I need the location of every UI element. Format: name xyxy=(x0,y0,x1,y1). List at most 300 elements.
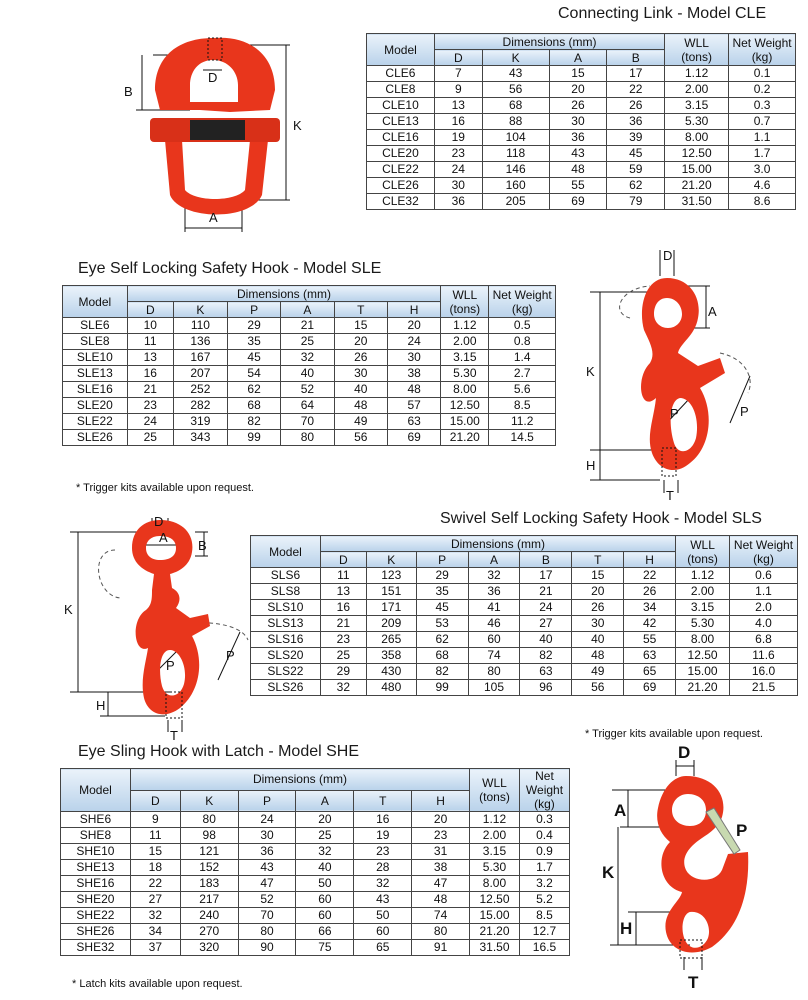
she-title: Eye Sling Hook with Latch - Model SHE xyxy=(78,743,360,760)
value-cell: 21 xyxy=(320,616,366,632)
value-cell: 47 xyxy=(412,876,470,892)
col-model: Model xyxy=(251,536,321,568)
col-a: A xyxy=(549,50,607,66)
value-cell: 47 xyxy=(238,876,296,892)
she-label-p: P xyxy=(736,821,748,840)
sls-note: * Trigger kits available upon request. xyxy=(585,728,763,740)
value-cell: 21 xyxy=(127,382,173,398)
value-cell: 16 xyxy=(320,600,366,616)
value-cell: 15 xyxy=(549,66,607,82)
she-label-d: D xyxy=(678,743,691,762)
value-cell: 43 xyxy=(354,892,412,908)
col-net-weight: Net Weight (kg) xyxy=(729,34,796,66)
sls-label-p-inner: P xyxy=(166,658,175,673)
value-cell: 23 xyxy=(354,844,412,860)
sls-table xyxy=(250,535,798,696)
value-cell: 11.6 xyxy=(730,648,798,664)
value-cell: 80 xyxy=(238,924,296,940)
value-cell: 6.8 xyxy=(730,632,798,648)
sle-label-t: T xyxy=(666,488,674,500)
value-cell: 32 xyxy=(281,350,334,366)
value-cell: 7 xyxy=(434,66,482,82)
value-cell: 43 xyxy=(238,860,296,876)
value-cell: 53 xyxy=(416,616,468,632)
value-cell: 96 xyxy=(520,680,572,696)
value-cell: 91 xyxy=(412,940,470,956)
value-cell: 63 xyxy=(624,648,676,664)
model-cell: SLE13 xyxy=(63,366,128,382)
value-cell: 1.12 xyxy=(470,812,520,828)
value-cell: 26 xyxy=(624,584,676,600)
sle-label-a: A xyxy=(708,304,717,319)
value-cell: 24 xyxy=(238,812,296,828)
model-cell: SLS6 xyxy=(251,568,321,584)
value-cell: 282 xyxy=(173,398,227,414)
value-cell: 8.00 xyxy=(676,632,730,648)
connecting-link-illustration xyxy=(110,30,310,235)
value-cell: 13 xyxy=(127,350,173,366)
value-cell: 11 xyxy=(127,334,173,350)
col-h: H xyxy=(412,790,470,812)
model-cell: CLE16 xyxy=(367,130,435,146)
value-cell: 55 xyxy=(549,178,607,194)
value-cell: 18 xyxy=(130,860,180,876)
value-cell: 45 xyxy=(416,600,468,616)
she-label-k: K xyxy=(602,863,615,882)
value-cell: 40 xyxy=(296,860,354,876)
value-cell: 252 xyxy=(173,382,227,398)
value-cell: 68 xyxy=(227,398,280,414)
value-cell: 13 xyxy=(320,584,366,600)
value-cell: 16 xyxy=(434,114,482,130)
value-cell: 207 xyxy=(173,366,227,382)
value-cell: 15 xyxy=(130,844,180,860)
value-cell: 3.15 xyxy=(665,98,729,114)
model-cell: SLS20 xyxy=(251,648,321,664)
value-cell: 5.30 xyxy=(470,860,520,876)
value-cell: 21.20 xyxy=(470,924,520,940)
value-cell: 30 xyxy=(572,616,624,632)
col-d: D xyxy=(127,302,173,318)
value-cell: 37 xyxy=(130,940,180,956)
value-cell: 38 xyxy=(387,366,440,382)
model-cell: CLE13 xyxy=(367,114,435,130)
value-cell: 40 xyxy=(520,632,572,648)
col-b: B xyxy=(607,50,665,66)
value-cell: 30 xyxy=(387,350,440,366)
value-cell: 19 xyxy=(354,828,412,844)
swivel-self-locking-hook-illustration xyxy=(60,510,250,740)
table-row xyxy=(63,430,556,446)
col-h: H xyxy=(624,552,676,568)
value-cell: 4.6 xyxy=(729,178,796,194)
cle-label-k: K xyxy=(293,118,302,133)
value-cell: 23 xyxy=(320,632,366,648)
value-cell: 8.5 xyxy=(489,398,556,414)
table-row xyxy=(251,616,798,632)
value-cell: 0.3 xyxy=(519,812,569,828)
value-cell: 10 xyxy=(127,318,173,334)
value-cell: 319 xyxy=(173,414,227,430)
value-cell: 31.50 xyxy=(470,940,520,956)
she-label-t: T xyxy=(688,973,699,992)
value-cell: 79 xyxy=(607,194,665,210)
value-cell: 59 xyxy=(607,162,665,178)
table-row xyxy=(251,648,798,664)
model-cell: SLS13 xyxy=(251,616,321,632)
value-cell: 25 xyxy=(281,334,334,350)
value-cell: 98 xyxy=(180,828,238,844)
model-cell: SLS22 xyxy=(251,664,321,680)
value-cell: 22 xyxy=(130,876,180,892)
value-cell: 29 xyxy=(416,568,468,584)
sls-title: Swivel Self Locking Safety Hook - Model SLS xyxy=(440,510,762,527)
value-cell: 29 xyxy=(320,664,366,680)
col-wll: WLL (tons) xyxy=(665,34,729,66)
sls-label-b: B xyxy=(198,538,207,553)
value-cell: 56 xyxy=(572,680,624,696)
table-row xyxy=(63,350,556,366)
col-h: H xyxy=(387,302,440,318)
value-cell: 60 xyxy=(296,892,354,908)
value-cell: 16.0 xyxy=(730,664,798,680)
model-cell: CLE8 xyxy=(367,82,435,98)
model-cell: CLE26 xyxy=(367,178,435,194)
value-cell: 8.00 xyxy=(441,382,489,398)
value-cell: 48 xyxy=(549,162,607,178)
value-cell: 1.7 xyxy=(729,146,796,162)
value-cell: 13 xyxy=(434,98,482,114)
table-row xyxy=(61,924,570,940)
table-row xyxy=(61,828,570,844)
col-t: T xyxy=(354,790,412,812)
value-cell: 12.50 xyxy=(470,892,520,908)
value-cell: 20 xyxy=(549,82,607,98)
table-row xyxy=(63,382,556,398)
table-row xyxy=(63,318,556,334)
she-table xyxy=(60,768,570,956)
sle-table xyxy=(62,285,556,446)
col-dimensions: Dimensions (mm) xyxy=(130,769,469,791)
table-row xyxy=(367,178,796,194)
col-wll: WLL (tons) xyxy=(676,536,730,568)
value-cell: 22 xyxy=(624,568,676,584)
value-cell: 14.5 xyxy=(489,430,556,446)
value-cell: 151 xyxy=(366,584,416,600)
value-cell: 23 xyxy=(412,828,470,844)
value-cell: 16 xyxy=(354,812,412,828)
value-cell: 90 xyxy=(238,940,296,956)
value-cell: 430 xyxy=(366,664,416,680)
value-cell: 5.2 xyxy=(519,892,569,908)
value-cell: 23 xyxy=(434,146,482,162)
value-cell: 30 xyxy=(549,114,607,130)
table-row xyxy=(251,664,798,680)
table-row xyxy=(367,66,796,82)
table-row xyxy=(251,632,798,648)
value-cell: 29 xyxy=(227,318,280,334)
value-cell: 26 xyxy=(334,350,387,366)
model-cell: CLE6 xyxy=(367,66,435,82)
table-row xyxy=(367,130,796,146)
value-cell: 31.50 xyxy=(665,194,729,210)
value-cell: 24 xyxy=(127,414,173,430)
value-cell: 15 xyxy=(334,318,387,334)
value-cell: 70 xyxy=(238,908,296,924)
value-cell: 88 xyxy=(482,114,549,130)
value-cell: 9 xyxy=(130,812,180,828)
value-cell: 2.00 xyxy=(470,828,520,844)
value-cell: 41 xyxy=(468,600,520,616)
value-cell: 69 xyxy=(387,430,440,446)
col-d: D xyxy=(320,552,366,568)
value-cell: 42 xyxy=(624,616,676,632)
value-cell: 50 xyxy=(296,876,354,892)
model-cell: CLE32 xyxy=(367,194,435,210)
value-cell: 24 xyxy=(387,334,440,350)
sls-label-h: H xyxy=(96,698,106,713)
value-cell: 56 xyxy=(482,82,549,98)
value-cell: 320 xyxy=(180,940,238,956)
value-cell: 54 xyxy=(227,366,280,382)
sls-label-d: D xyxy=(154,514,164,529)
value-cell: 56 xyxy=(334,430,387,446)
value-cell: 32 xyxy=(468,568,520,584)
value-cell: 66 xyxy=(296,924,354,940)
value-cell: 20 xyxy=(387,318,440,334)
col-a: A xyxy=(468,552,520,568)
value-cell: 205 xyxy=(482,194,549,210)
value-cell: 80 xyxy=(412,924,470,940)
sle-label-h: H xyxy=(586,458,596,473)
table-row xyxy=(61,940,570,956)
table-row xyxy=(251,680,798,696)
value-cell: 8.5 xyxy=(519,908,569,924)
value-cell: 30 xyxy=(334,366,387,382)
value-cell: 30 xyxy=(434,178,482,194)
col-t: T xyxy=(334,302,387,318)
table-row xyxy=(367,194,796,210)
col-dimensions: Dimensions (mm) xyxy=(127,286,441,302)
model-cell: SHE20 xyxy=(61,892,131,908)
sls-label-a: A xyxy=(159,530,168,545)
value-cell: 25 xyxy=(320,648,366,664)
value-cell: 1.12 xyxy=(676,568,730,584)
value-cell: 0.3 xyxy=(729,98,796,114)
she-note: * Latch kits available upon request. xyxy=(72,978,243,990)
model-cell: SHE10 xyxy=(61,844,131,860)
value-cell: 26 xyxy=(607,98,665,114)
value-cell: 21.5 xyxy=(730,680,798,696)
sle-note: * Trigger kits available upon request. xyxy=(76,482,254,494)
col-wll: WLL (tons) xyxy=(470,769,520,812)
value-cell: 32 xyxy=(130,908,180,924)
value-cell: 35 xyxy=(227,334,280,350)
value-cell: 25 xyxy=(296,828,354,844)
table-row xyxy=(61,812,570,828)
value-cell: 240 xyxy=(180,908,238,924)
table-row xyxy=(367,82,796,98)
value-cell: 69 xyxy=(549,194,607,210)
value-cell: 136 xyxy=(173,334,227,350)
col-k: K xyxy=(180,790,238,812)
col-k: K xyxy=(366,552,416,568)
value-cell: 16.5 xyxy=(519,940,569,956)
value-cell: 146 xyxy=(482,162,549,178)
value-cell: 15.00 xyxy=(665,162,729,178)
value-cell: 123 xyxy=(366,568,416,584)
model-cell: SHE22 xyxy=(61,908,131,924)
value-cell: 2.00 xyxy=(665,82,729,98)
value-cell: 9 xyxy=(434,82,482,98)
table-row xyxy=(251,584,798,600)
model-cell: CLE10 xyxy=(367,98,435,114)
sle-label-p-outer: P xyxy=(740,404,749,419)
value-cell: 19 xyxy=(434,130,482,146)
value-cell: 50 xyxy=(354,908,412,924)
sls-label-p-outer: P xyxy=(226,648,235,663)
value-cell: 48 xyxy=(334,398,387,414)
col-a: A xyxy=(281,302,334,318)
model-cell: SLS8 xyxy=(251,584,321,600)
value-cell: 20 xyxy=(296,812,354,828)
value-cell: 0.2 xyxy=(729,82,796,98)
value-cell: 152 xyxy=(180,860,238,876)
table-row xyxy=(251,600,798,616)
value-cell: 209 xyxy=(366,616,416,632)
value-cell: 74 xyxy=(412,908,470,924)
col-k: K xyxy=(482,50,549,66)
value-cell: 32 xyxy=(354,876,412,892)
table-row xyxy=(367,162,796,178)
model-cell: CLE20 xyxy=(367,146,435,162)
value-cell: 11 xyxy=(320,568,366,584)
value-cell: 23 xyxy=(127,398,173,414)
value-cell: 70 xyxy=(281,414,334,430)
sle-title: Eye Self Locking Safety Hook - Model SLE xyxy=(78,260,382,277)
value-cell: 80 xyxy=(281,430,334,446)
value-cell: 5.30 xyxy=(441,366,489,382)
model-cell: SHE16 xyxy=(61,876,131,892)
sls-label-t: T xyxy=(170,728,178,740)
value-cell: 0.1 xyxy=(729,66,796,82)
value-cell: 39 xyxy=(607,130,665,146)
value-cell: 8.00 xyxy=(665,130,729,146)
value-cell: 40 xyxy=(281,366,334,382)
table-row xyxy=(367,146,796,162)
value-cell: 65 xyxy=(624,664,676,680)
value-cell: 27 xyxy=(520,616,572,632)
table-row xyxy=(63,414,556,430)
model-cell: SLE22 xyxy=(63,414,128,430)
col-dimensions: Dimensions (mm) xyxy=(434,34,664,50)
value-cell: 63 xyxy=(520,664,572,680)
value-cell: 2.00 xyxy=(441,334,489,350)
value-cell: 1.4 xyxy=(489,350,556,366)
value-cell: 36 xyxy=(468,584,520,600)
cle-title: Connecting Link - Model CLE xyxy=(558,5,767,22)
value-cell: 28 xyxy=(354,860,412,876)
value-cell: 17 xyxy=(607,66,665,82)
value-cell: 36 xyxy=(238,844,296,860)
value-cell: 45 xyxy=(607,146,665,162)
value-cell: 80 xyxy=(468,664,520,680)
table-row xyxy=(367,114,796,130)
value-cell: 82 xyxy=(520,648,572,664)
value-cell: 1.12 xyxy=(665,66,729,82)
sle-label-p-inner: P xyxy=(670,406,679,421)
model-cell: SHE32 xyxy=(61,940,131,956)
model-cell: CLE22 xyxy=(367,162,435,178)
value-cell: 49 xyxy=(572,664,624,680)
value-cell: 16 xyxy=(127,366,173,382)
value-cell: 480 xyxy=(366,680,416,696)
value-cell: 0.5 xyxy=(489,318,556,334)
value-cell: 118 xyxy=(482,146,549,162)
value-cell: 27 xyxy=(130,892,180,908)
link-lower-half xyxy=(165,140,268,215)
value-cell: 24 xyxy=(434,162,482,178)
value-cell: 31 xyxy=(412,844,470,860)
value-cell: 38 xyxy=(412,860,470,876)
cle-label-d: D xyxy=(208,70,218,85)
col-model: Model xyxy=(61,769,131,812)
value-cell: 2.0 xyxy=(730,600,798,616)
value-cell: 62 xyxy=(607,178,665,194)
value-cell: 20 xyxy=(334,334,387,350)
model-cell: SLE16 xyxy=(63,382,128,398)
value-cell: 63 xyxy=(387,414,440,430)
sle-label-k: K xyxy=(586,364,595,379)
value-cell: 15.00 xyxy=(676,664,730,680)
value-cell: 68 xyxy=(416,648,468,664)
model-cell: SLE20 xyxy=(63,398,128,414)
col-model: Model xyxy=(367,34,435,66)
model-cell: SHE6 xyxy=(61,812,131,828)
value-cell: 34 xyxy=(130,924,180,940)
value-cell: 74 xyxy=(468,648,520,664)
table-row xyxy=(61,908,570,924)
value-cell: 25 xyxy=(127,430,173,446)
value-cell: 104 xyxy=(482,130,549,146)
value-cell: 30 xyxy=(238,828,296,844)
table-row xyxy=(251,568,798,584)
value-cell: 26 xyxy=(572,600,624,616)
col-dimensions: Dimensions (mm) xyxy=(320,536,675,552)
value-cell: 21.20 xyxy=(441,430,489,446)
value-cell: 5.6 xyxy=(489,382,556,398)
value-cell: 80 xyxy=(180,812,238,828)
col-a: A xyxy=(296,790,354,812)
value-cell: 36 xyxy=(434,194,482,210)
value-cell: 69 xyxy=(624,680,676,696)
value-cell: 21.20 xyxy=(676,680,730,696)
value-cell: 217 xyxy=(180,892,238,908)
value-cell: 46 xyxy=(468,616,520,632)
value-cell: 343 xyxy=(173,430,227,446)
value-cell: 5.30 xyxy=(665,114,729,130)
value-cell: 32 xyxy=(320,680,366,696)
value-cell: 11.2 xyxy=(489,414,556,430)
value-cell: 43 xyxy=(482,66,549,82)
value-cell: 0.7 xyxy=(729,114,796,130)
value-cell: 21 xyxy=(520,584,572,600)
col-d: D xyxy=(434,50,482,66)
value-cell: 52 xyxy=(238,892,296,908)
value-cell: 270 xyxy=(180,924,238,940)
model-cell: SHE8 xyxy=(61,828,131,844)
value-cell: 15.00 xyxy=(441,414,489,430)
